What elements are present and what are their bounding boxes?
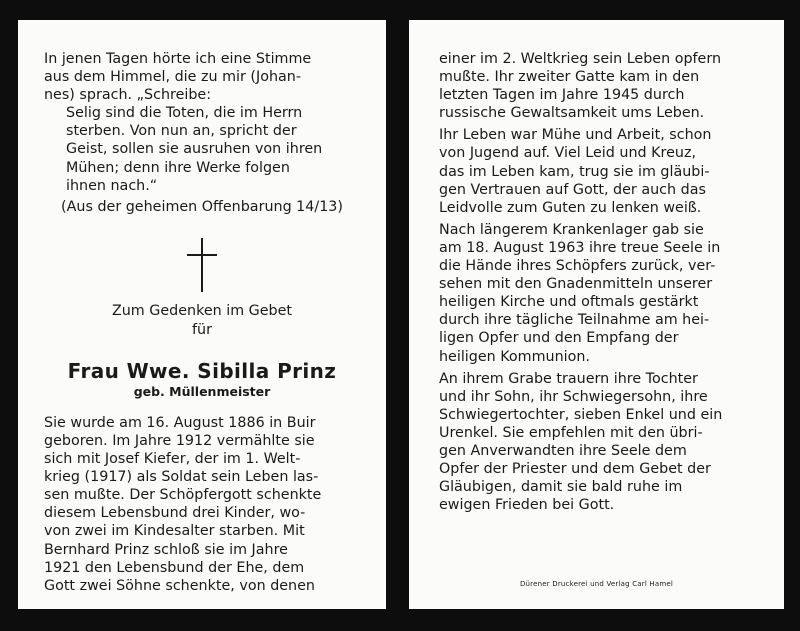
quote-line: sterben. Von nun an, spricht der <box>66 123 297 140</box>
paragraph-mourners <box>439 370 760 515</box>
text-line: russische Gewaltsamkeit ums Leben. <box>439 105 705 122</box>
text-line: ligen Opfer und den Empfang der <box>439 330 679 347</box>
text-line: heiligen Kirche und oftmals gestärkt <box>439 294 699 311</box>
memorial-line: Zum Gedenken im Gebet <box>111 302 293 319</box>
left-card-page <box>18 20 386 609</box>
text-line: Opfer der Priester und dem Gebet der <box>439 461 711 478</box>
maiden-name: geb. Müllenmeister <box>133 383 271 399</box>
text-line: am 18. August 1963 ihre treue Seele in <box>439 239 721 256</box>
text-line: sehen mit den Gnadenmitteln unserer <box>439 276 713 293</box>
text-line: Schwiegertochter, sieben Enkel und ein <box>439 406 723 423</box>
quote-line: Geist, sollen sie ausruhen von ihren <box>66 141 323 158</box>
text-line: Nach längerem Krankenlager gab sie <box>439 221 704 238</box>
paragraph-life <box>439 126 760 216</box>
text-line: Leidvolle zum Guten zu lenken weiß. <box>439 199 702 216</box>
text-line: Ihr Leben war Mühe und Arbeit, schon <box>439 127 712 144</box>
memorial-heading <box>44 302 360 340</box>
text-line: durch ihre tägliche Teilnahme am hei- <box>439 312 710 329</box>
printer-credit: Dürener Druckerei und Verlag Carl Hamel <box>519 580 674 588</box>
bio-line: Gott zwei Söhne schenkte, von denen <box>44 577 315 594</box>
text-line: das im Leben kam, trug sie im gläubi- <box>439 163 710 180</box>
text-line: mußte. Ihr zweiter Gatte kam in den <box>439 69 700 86</box>
text-line: gen Vertrauen auf Gott, der auch das <box>439 181 706 198</box>
bio-line: sich mit Josef Kiefer, der im 1. Welt- <box>44 451 301 468</box>
memorial-line: für <box>192 321 212 338</box>
text-line: heiligen Kommunion. <box>439 348 590 365</box>
text-line: Urenkel. Sie empfehlen mit den übri- <box>439 424 703 441</box>
intro-line: aus dem Himmel, die zu mir (Johan- <box>44 69 301 86</box>
bio-line: 1921 den Lebensbund der Ehe, dem <box>44 559 305 576</box>
intro-line: nes) sprach. „Schreibe: <box>44 87 212 104</box>
bio-line: Sie wurde am 16. August 1886 in Buir <box>44 414 316 431</box>
bio-line: krieg (1917) als Soldat sein Leben las- <box>44 469 319 486</box>
intro-line: In jenen Tagen hörte ich eine Stimme <box>44 51 312 67</box>
paragraph-death <box>439 221 760 366</box>
text-line: und ihr Sohn, ihr Schwiegersohn, ihre <box>439 388 708 405</box>
bible-intro <box>44 50 360 104</box>
paragraph-war <box>439 50 760 122</box>
deceased-name: Frau Wwe. Sibilla Prinz <box>67 358 337 383</box>
right-card-page <box>409 20 784 609</box>
bible-quote <box>44 104 360 194</box>
text-line: ewigen Frieden bei Gott. <box>439 497 615 514</box>
bio-line: Bernhard Prinz schloß sie im Jahre <box>44 541 288 558</box>
bio-line: sen mußte. Der Schöpfergott schenkte <box>44 487 322 504</box>
biography-text <box>44 414 360 595</box>
quote-line: Mühen; denn ihre Werke folgen <box>66 159 290 176</box>
text-line: einer im 2. Weltkrieg sein Leben opfern <box>439 51 722 67</box>
text-line: letzten Tagen im Jahre 1945 durch <box>439 87 685 104</box>
bible-source: (Aus der geheimen Offenbarung 14/13) <box>61 198 343 215</box>
bio-line: diesem Lebensbund drei Kinder, wo- <box>44 505 306 522</box>
bio-line: geboren. Im Jahre 1912 vermählte sie <box>44 432 315 449</box>
text-line: die Hände ihres Schöpfers zurück, ver- <box>439 258 716 275</box>
text-line: gen Anverwandten ihre Seele dem <box>439 442 687 459</box>
bio-line: von zwei im Kindesalter starben. Mit <box>44 523 305 540</box>
text-line: An ihrem Grabe trauern ihre Tochter <box>439 370 698 387</box>
text-line: Gläubigen, damit sie bald ruhe im <box>439 479 683 496</box>
text-line: von Jugend auf. Viel Leid und Kreuz, <box>439 145 696 162</box>
quote-line: ihnen nach.“ <box>66 177 158 194</box>
cross-icon <box>187 238 217 292</box>
quote-line: Selig sind die Toten, die im Herrn <box>66 105 303 122</box>
